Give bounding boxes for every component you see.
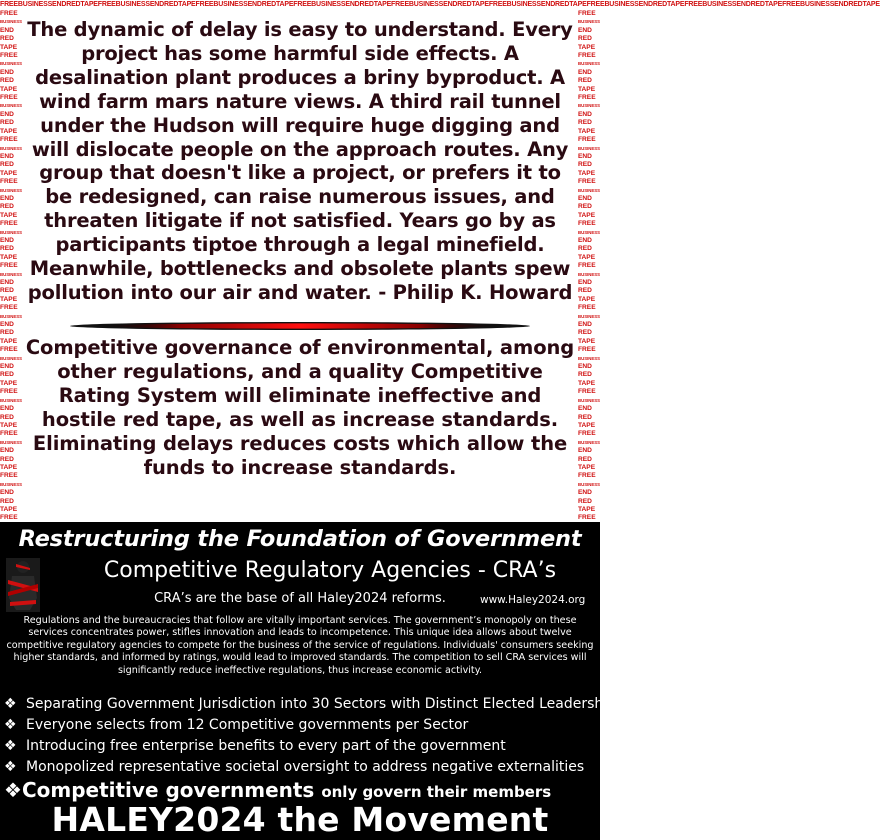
border-word: TAPE bbox=[0, 379, 18, 387]
border-word: END bbox=[0, 26, 14, 34]
border-word: FREE bbox=[578, 346, 596, 354]
border-word: END bbox=[578, 194, 592, 202]
border-word: RED bbox=[578, 371, 592, 379]
border-word: END bbox=[578, 447, 592, 455]
border-word: END bbox=[0, 363, 14, 371]
border-word: FREE bbox=[578, 94, 596, 102]
border-word: END bbox=[0, 447, 14, 455]
border-word: FREE bbox=[578, 136, 596, 144]
border-word: RED bbox=[0, 119, 14, 127]
border-word: TAPE bbox=[578, 253, 596, 261]
border-word: TAPE bbox=[0, 211, 18, 219]
border-word: FREE bbox=[578, 472, 596, 480]
border-word: RED bbox=[578, 203, 592, 211]
movement-heading: HALEY2024 the Movement bbox=[51, 800, 549, 839]
bullet-text: Everyone selects from 12 Competitive governments per Sector bbox=[26, 717, 469, 733]
border-word: FREE bbox=[0, 472, 18, 480]
border-word: FREE bbox=[578, 262, 596, 270]
border-word: TAPE bbox=[578, 505, 596, 513]
diamond-bullet-icon: ❖ bbox=[4, 717, 17, 733]
border-word: END bbox=[578, 68, 592, 76]
border-word: END bbox=[0, 110, 14, 118]
right-border-words bbox=[578, 10, 600, 522]
border-word: RED bbox=[578, 455, 592, 463]
border-word: END bbox=[0, 236, 14, 244]
border-word: END bbox=[578, 110, 592, 118]
border-word: RED bbox=[578, 413, 592, 421]
border-word: TAPE bbox=[578, 127, 596, 135]
border-word: BUSINESS bbox=[578, 61, 600, 67]
border-word: RED bbox=[0, 77, 14, 85]
border-word: BUSINESS bbox=[578, 271, 600, 277]
bullet-text: Introducing free enterprise benefits to every part of the government bbox=[26, 738, 506, 754]
border-word: TAPE bbox=[0, 421, 18, 429]
border-word: RED bbox=[0, 35, 14, 43]
border-word: RED bbox=[578, 329, 592, 337]
philip-howard-quote: The dynamic of delay is easy to understand. Every project has some harmful side effects. A desalination plant produces a briny byproduct. A wind farm mars nature views. A third rail tunnel under the Hudson will require huge digging and will dislocate people on the approach routes. Any group that doesn't like a project, or prefers it to be redesigned, can raise numerous issues, and threaten litigate if not satisfied. Years go by as participants tiptoe through a legal minefield. Meanwhile, bottlenecks and obsolete plants spew pollution into our air and water. - Philip K. Howard bbox=[27, 18, 573, 304]
border-word: RED bbox=[0, 497, 14, 505]
border-word: RED bbox=[0, 203, 14, 211]
list-item bbox=[4, 757, 600, 778]
border-word: RED bbox=[0, 287, 14, 295]
border-word: END bbox=[578, 236, 592, 244]
border-word: BUSINESS bbox=[0, 397, 22, 403]
bullet-text: Monopolized representative societal oversight to address negative externalities bbox=[26, 759, 585, 775]
border-word: FREE bbox=[578, 178, 596, 186]
border-word: TAPE bbox=[578, 337, 596, 345]
panel-title: Restructuring the Foundation of Government bbox=[18, 526, 582, 552]
competitive-governance-statement: Competitive governance of environmental, among other regulations, and a quality Competitive Rating System will eliminate ineffective and hostile red tape, as well as increase standards. Eliminating delays reduces costs which allow the funds to increase standards. bbox=[25, 336, 575, 479]
border-word: TAPE bbox=[578, 463, 596, 471]
competitive-governments-line bbox=[4, 778, 551, 802]
border-word: TAPE bbox=[0, 505, 18, 513]
diamond-bullet-icon: ❖ bbox=[4, 759, 17, 775]
border-word: END bbox=[578, 279, 592, 286]
divider-line bbox=[70, 318, 530, 334]
border-word: TAPE bbox=[578, 379, 596, 387]
red-tape-figure-icon bbox=[6, 558, 40, 612]
border-word: FREE bbox=[578, 304, 596, 312]
border-word: RED bbox=[578, 119, 592, 127]
border-word: TAPE bbox=[0, 43, 18, 51]
border-word: BUSINESS bbox=[578, 103, 600, 109]
border-word: RED bbox=[0, 329, 14, 337]
border-word: TAPE bbox=[0, 253, 18, 261]
border-word: RED bbox=[0, 371, 14, 379]
border-word: FREE bbox=[0, 514, 18, 522]
border-word: END bbox=[578, 26, 592, 34]
border-word: BUSINESS bbox=[0, 229, 22, 235]
border-word: FREE bbox=[578, 220, 596, 228]
border-word: BUSINESS bbox=[0, 145, 22, 151]
border-word: BUSINESS bbox=[578, 145, 600, 151]
border-word: BUSINESS bbox=[0, 355, 22, 361]
border-word: TAPE bbox=[0, 463, 18, 471]
border-word: FREE bbox=[0, 52, 18, 60]
border-word: BUSINESS bbox=[0, 313, 22, 319]
border-word: FREE bbox=[0, 94, 18, 102]
border-word: RED bbox=[578, 35, 592, 43]
border-word: FREE bbox=[578, 10, 596, 17]
border-word: END bbox=[578, 405, 592, 413]
border-word: RED bbox=[0, 455, 14, 463]
border-word: RED bbox=[578, 497, 592, 505]
border-word: END bbox=[578, 321, 592, 329]
border-word: END bbox=[578, 152, 592, 160]
border-word: FREE bbox=[0, 304, 18, 312]
border-word: END bbox=[578, 489, 592, 497]
list-item bbox=[4, 736, 600, 757]
list-item bbox=[4, 694, 617, 715]
border-word: FREE bbox=[0, 220, 18, 228]
border-word: END bbox=[0, 68, 14, 76]
border-word: END bbox=[578, 363, 592, 371]
border-word: END bbox=[0, 489, 14, 497]
border-word: TAPE bbox=[578, 295, 596, 303]
border-word: END bbox=[0, 405, 14, 413]
border-word: FREE bbox=[0, 262, 18, 270]
border-word: RED bbox=[578, 245, 592, 253]
border-word: FREE bbox=[0, 346, 18, 354]
border-word: RED bbox=[0, 413, 14, 421]
border-word: FREE bbox=[0, 388, 18, 396]
border-word: TAPE bbox=[578, 169, 596, 177]
border-word: FREE bbox=[0, 430, 18, 438]
border-word: BUSINESS bbox=[578, 481, 600, 487]
border-word: FREE bbox=[578, 52, 596, 60]
border-word: BUSINESS bbox=[578, 229, 600, 235]
border-word: BUSINESS bbox=[578, 355, 600, 361]
panel-subtitle: Competitive Regulatory Agencies - CRA’s bbox=[103, 558, 557, 583]
list-item bbox=[4, 715, 600, 736]
border-word: TAPE bbox=[578, 43, 596, 51]
border-word: FREE bbox=[0, 10, 18, 17]
border-word: RED bbox=[578, 77, 592, 85]
border-word: BUSINESS bbox=[0, 481, 22, 487]
panel-body-text: Regulations and the bureaucracies that follow are vitally important services. The government’s monopoly on these services concentrates power, stifles innovation and leads to incompetence. This unique idea allows about twelve competitive regulatory agencies to compete for the business of the service of regulations. Individuals' consumers seeking higher standards, and informed by ratings, would lead to improved standards. The competition to sell CRA services will significantly reduce ineffective regulations, thus increase economic activity. bbox=[6, 615, 594, 676]
border-word: END bbox=[0, 279, 14, 286]
border-word: TAPE bbox=[0, 169, 18, 177]
border-word: RED bbox=[0, 161, 14, 169]
bullet-text: Separating Government Jurisdiction into 30 Sectors with Distinct Elected Leadership bbox=[26, 696, 617, 712]
border-word: TAPE bbox=[0, 85, 18, 93]
border-word: TAPE bbox=[578, 421, 596, 429]
border-word: RED bbox=[0, 245, 14, 253]
border-word: TAPE bbox=[578, 85, 596, 93]
border-word: END bbox=[0, 194, 14, 202]
border-word: BUSINESS bbox=[0, 439, 22, 445]
border-word: BUSINESS bbox=[578, 313, 600, 319]
border-word: TAPE bbox=[578, 211, 596, 219]
border-word: BUSINESS bbox=[0, 19, 22, 25]
border-word: BUSINESS bbox=[578, 397, 600, 403]
border-word: BUSINESS bbox=[0, 187, 22, 193]
border-word: FREE bbox=[0, 178, 18, 186]
border-word: TAPE bbox=[0, 127, 18, 135]
competitive-tail-text: only govern their members bbox=[321, 783, 552, 801]
top-border-strip: FREEBUSINESSENDREDTAPEFREEBUSINESSENDREDTAPEFREEBUSINESSENDREDTAPEFREEBUSINESSENDREDTAPEFREEBUSINESSENDREDTAPEFREEBUSINESSENDREDTAPEFREEBUSINESSENDREDTAPEFREEBUSINESSENDREDTAPEFREEBUSINESSENDREDTAPE bbox=[0, 1, 880, 8]
border-word: FREE bbox=[578, 430, 596, 438]
border-word: BUSINESS bbox=[578, 439, 600, 445]
border-word: TAPE bbox=[0, 295, 18, 303]
border-word: BUSINESS bbox=[0, 271, 22, 277]
border-word: RED bbox=[578, 161, 592, 169]
border-word: TAPE bbox=[0, 337, 18, 345]
bullet-list bbox=[4, 694, 617, 778]
border-word: FREE bbox=[578, 388, 596, 396]
border-word: BUSINESS bbox=[578, 187, 600, 193]
website-url[interactable]: www.Haley2024.org bbox=[480, 594, 586, 606]
diamond-bullet-icon: ❖ bbox=[4, 778, 22, 802]
diamond-bullet-icon: ❖ bbox=[4, 696, 17, 712]
border-word: BUSINESS bbox=[0, 61, 22, 67]
border-word: BUSINESS bbox=[0, 103, 22, 109]
diamond-bullet-icon: ❖ bbox=[4, 738, 17, 754]
border-word: END bbox=[0, 321, 14, 329]
left-border-words bbox=[0, 10, 22, 522]
base-line: CRA’s are the base of all Haley2024 reforms. bbox=[154, 591, 446, 606]
info-panel bbox=[0, 522, 617, 840]
border-word: END bbox=[0, 152, 14, 160]
border-word: BUSINESS bbox=[578, 19, 600, 25]
border-word: FREE bbox=[0, 136, 18, 144]
competitive-main-text: Competitive governments bbox=[21, 778, 315, 802]
border-word: FREE bbox=[578, 514, 596, 522]
border-word: RED bbox=[578, 287, 592, 295]
